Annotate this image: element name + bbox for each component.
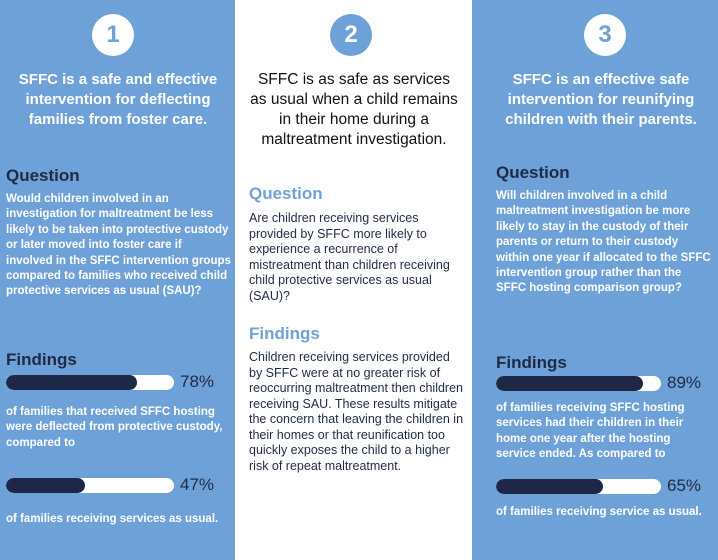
question-heading: Question	[249, 184, 323, 203]
question-text: Will children involved in a child maltreatment investigation be more likely to stay in the custody of their parents or return to their custody within one year if allocated to the SFFC intervention group rather than the SFFC hosting comparison group?	[496, 190, 711, 295]
question-text: Are children receiving services provided by SFFC more likely to experience a recurrence of mistreatment than children receiving child protective services as usual (SAU)?	[249, 211, 450, 303]
stat-bar-row	[6, 372, 214, 392]
column-3	[472, 0, 718, 560]
stat-bar-fill	[6, 478, 85, 493]
stat-bar-track	[6, 478, 174, 493]
stat-bar-fill	[496, 479, 603, 494]
step-number: 2	[344, 21, 358, 48]
stat-caption: of families that received SFFC hosting were deflected from protective custody, compared to	[6, 406, 223, 449]
statement: SFFC is a safe and effective intervention for deflecting families from foster care.	[18, 71, 218, 128]
step-number-badge	[584, 14, 626, 56]
stat-bar-track	[496, 479, 661, 494]
findings-heading: Findings	[6, 350, 77, 369]
stat-caption: of families receiving service as usual.	[496, 506, 702, 518]
findings-heading: Findings	[496, 353, 567, 372]
step-number: 1	[106, 21, 120, 48]
stat-bar-row	[496, 476, 701, 496]
stat-bar-track	[496, 376, 661, 391]
stat-bar-fill	[496, 376, 643, 391]
question-heading: Question	[6, 166, 80, 185]
step-number-badge	[92, 14, 134, 56]
stat-bar-track	[6, 375, 174, 390]
stat-bar-fill	[6, 375, 137, 390]
stat-percent: 47%	[180, 475, 215, 494]
column-1	[0, 0, 235, 560]
question-text: Would children involved in an investigation for maltreatment be less likely to be taken into protective custody or later moved into foster care if involved in the SFFC intervention groups compared to families who received child protective services as usual (SAU)?	[6, 193, 231, 298]
stat-bar-row	[496, 373, 701, 393]
step-number: 3	[598, 21, 612, 48]
statement: SFFC is as safe as services as usual when a child remains in their home during a maltreatment investigation.	[250, 71, 458, 148]
step-number-badge	[330, 14, 372, 56]
question-heading: Question	[496, 163, 570, 182]
stat-caption: of families receiving services as usual.	[6, 513, 219, 525]
stat-caption: of families receiving SFFC hosting services had their children in their home one year after the hosting service ended. As compared to	[496, 402, 685, 461]
column-2	[235, 0, 472, 560]
stat-bar-row	[6, 475, 214, 495]
statement: SFFC is an effective safe intervention for reunifying children with their parents.	[505, 71, 697, 128]
findings-text: Children receiving services provided by SFFC were at no greater risk of reoccurring maltreatment then children receiving SAU. These results mitigate the concern that leaving the children in their homes or that reunification too quickly exposes the child to a higher risk of repeat maltreatment.	[249, 350, 464, 473]
stat-percent: 78%	[180, 372, 215, 391]
findings-heading: Findings	[249, 324, 320, 343]
stat-percent: 65%	[667, 476, 702, 495]
stat-percent: 89%	[667, 373, 702, 392]
